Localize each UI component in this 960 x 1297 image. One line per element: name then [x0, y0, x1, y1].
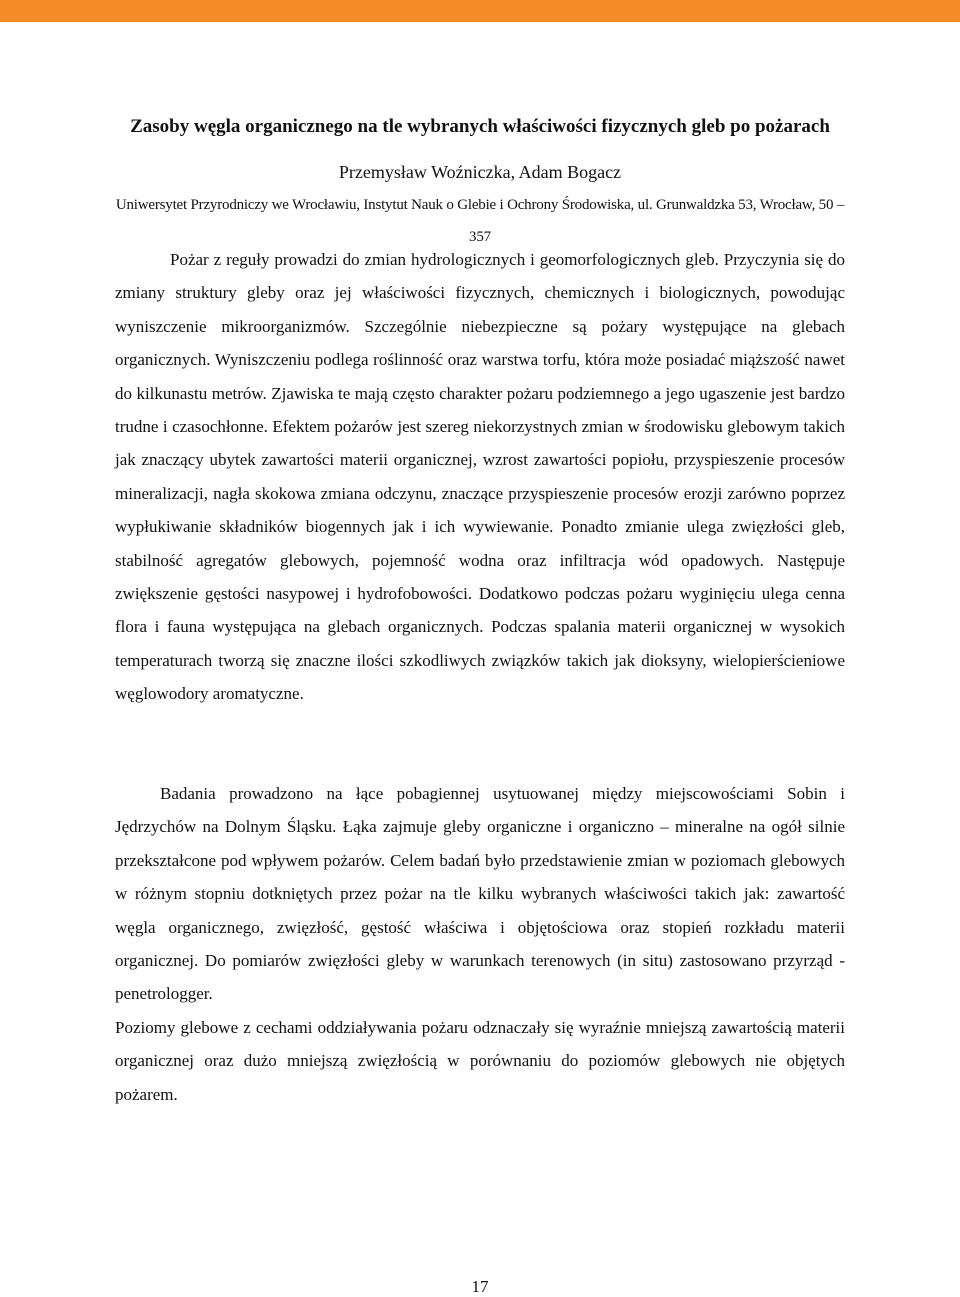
page-number: 17: [471, 1277, 489, 1296]
document-title: Zasoby węgla organicznego na tle wybranych właściwości fizycznych gleb po pożarach: [130, 116, 830, 137]
top-accent-bar: [0, 0, 960, 22]
document-affiliation: Uniwersytet Przyrodniczy we Wrocławiu, Instytut Nauk o Glebie i Ochrony Środowiska, ul. Grunwaldzka 53, Wrocław, 50 – 357: [115, 197, 845, 245]
document-authors: Przemysław Woźniczka, Adam Bogacz: [338, 162, 622, 182]
abstract-paragraph-1: Pożar z reguły prowadzi do zmian hydrologicznych i geomorfologicznych gleb. Przyczynia się do zmiany struktury gleby oraz jej właściwości fizycznych, chemicznych i biologicznych, powodując wyniszczenie mikroorganizmów. Szczególnie niebezpieczne są pożary występujące na glebach organicznych. Wyniszczeniu podlega roślinność oraz warstwa torfu, która może posiadać miąższość nawet do kilkunastu metrów. Zjawiska te mają często charakter pożaru podziemnego a jego ugaszenie jest bardzo trudne i czasochłonne. Efektem pożarów jest szereg niekorzystnych zmian w środowisku glebowym takich jak znaczący ubytek zawartości materii organicznej, wzrost zawartości popiołu, przyspieszenie procesów mineralizacji, nagła skokowa zmiana odczynu, znaczące przyspieszenie procesów erozji zarówno poprzez wypłukiwanie składników biogennych jak i ich wywiewanie. Ponadto zmianie ulega zwięzłości gleb, stabilność agregatów glebowych, pojemność wodna oraz infiltracja wód opadowych. Następuje zwiększenie gęstości nasypowej i hydrofobowości. Dodatkowo podczas pożaru wyginięciu ulega cenna flora i fauna występująca na glebach organicznych. Podczas spalania materii organicznej w wysokich temperaturach tworzą się znaczne ilości szkodliwych związków takich jak dioksyny, wielopierścieniowe węglowodory aromatyczne.: [115, 250, 845, 704]
abstract-paragraph-3: Poziomy glebowe z cechami oddziaływania pożaru odznaczały się wyraźnie mniejszą zawartością materii organicznej oraz dużo mniejszą zwięzłością w porównaniu do poziomów glebowych nie objętych pożarem.: [115, 1018, 845, 1104]
abstract-paragraph-2: Badania prowadzono na łące pobagiennej usytuowanej między miejscowościami Sobin i Jędrzychów na Dolnym Śląsku. Łąka zajmuje gleby organiczne i organiczno – mineralne na ogół silnie przekształcone pod wpływem pożarów. Celem badań było przedstawienie zmian w poziomach glebowych w różnym stopniu dotkniętych przez pożar na tle kilku wybranych właściwości takich jak: zawartość węgla organicznego, zwięzłość, gęstość właściwa i objętościowa oraz stopień rozkładu materii organicznej. Do pomiarów zwięzłości gleby w warunkach terenowych (in situ) zastosowano przyrząd - penetrologger.: [115, 784, 845, 1004]
